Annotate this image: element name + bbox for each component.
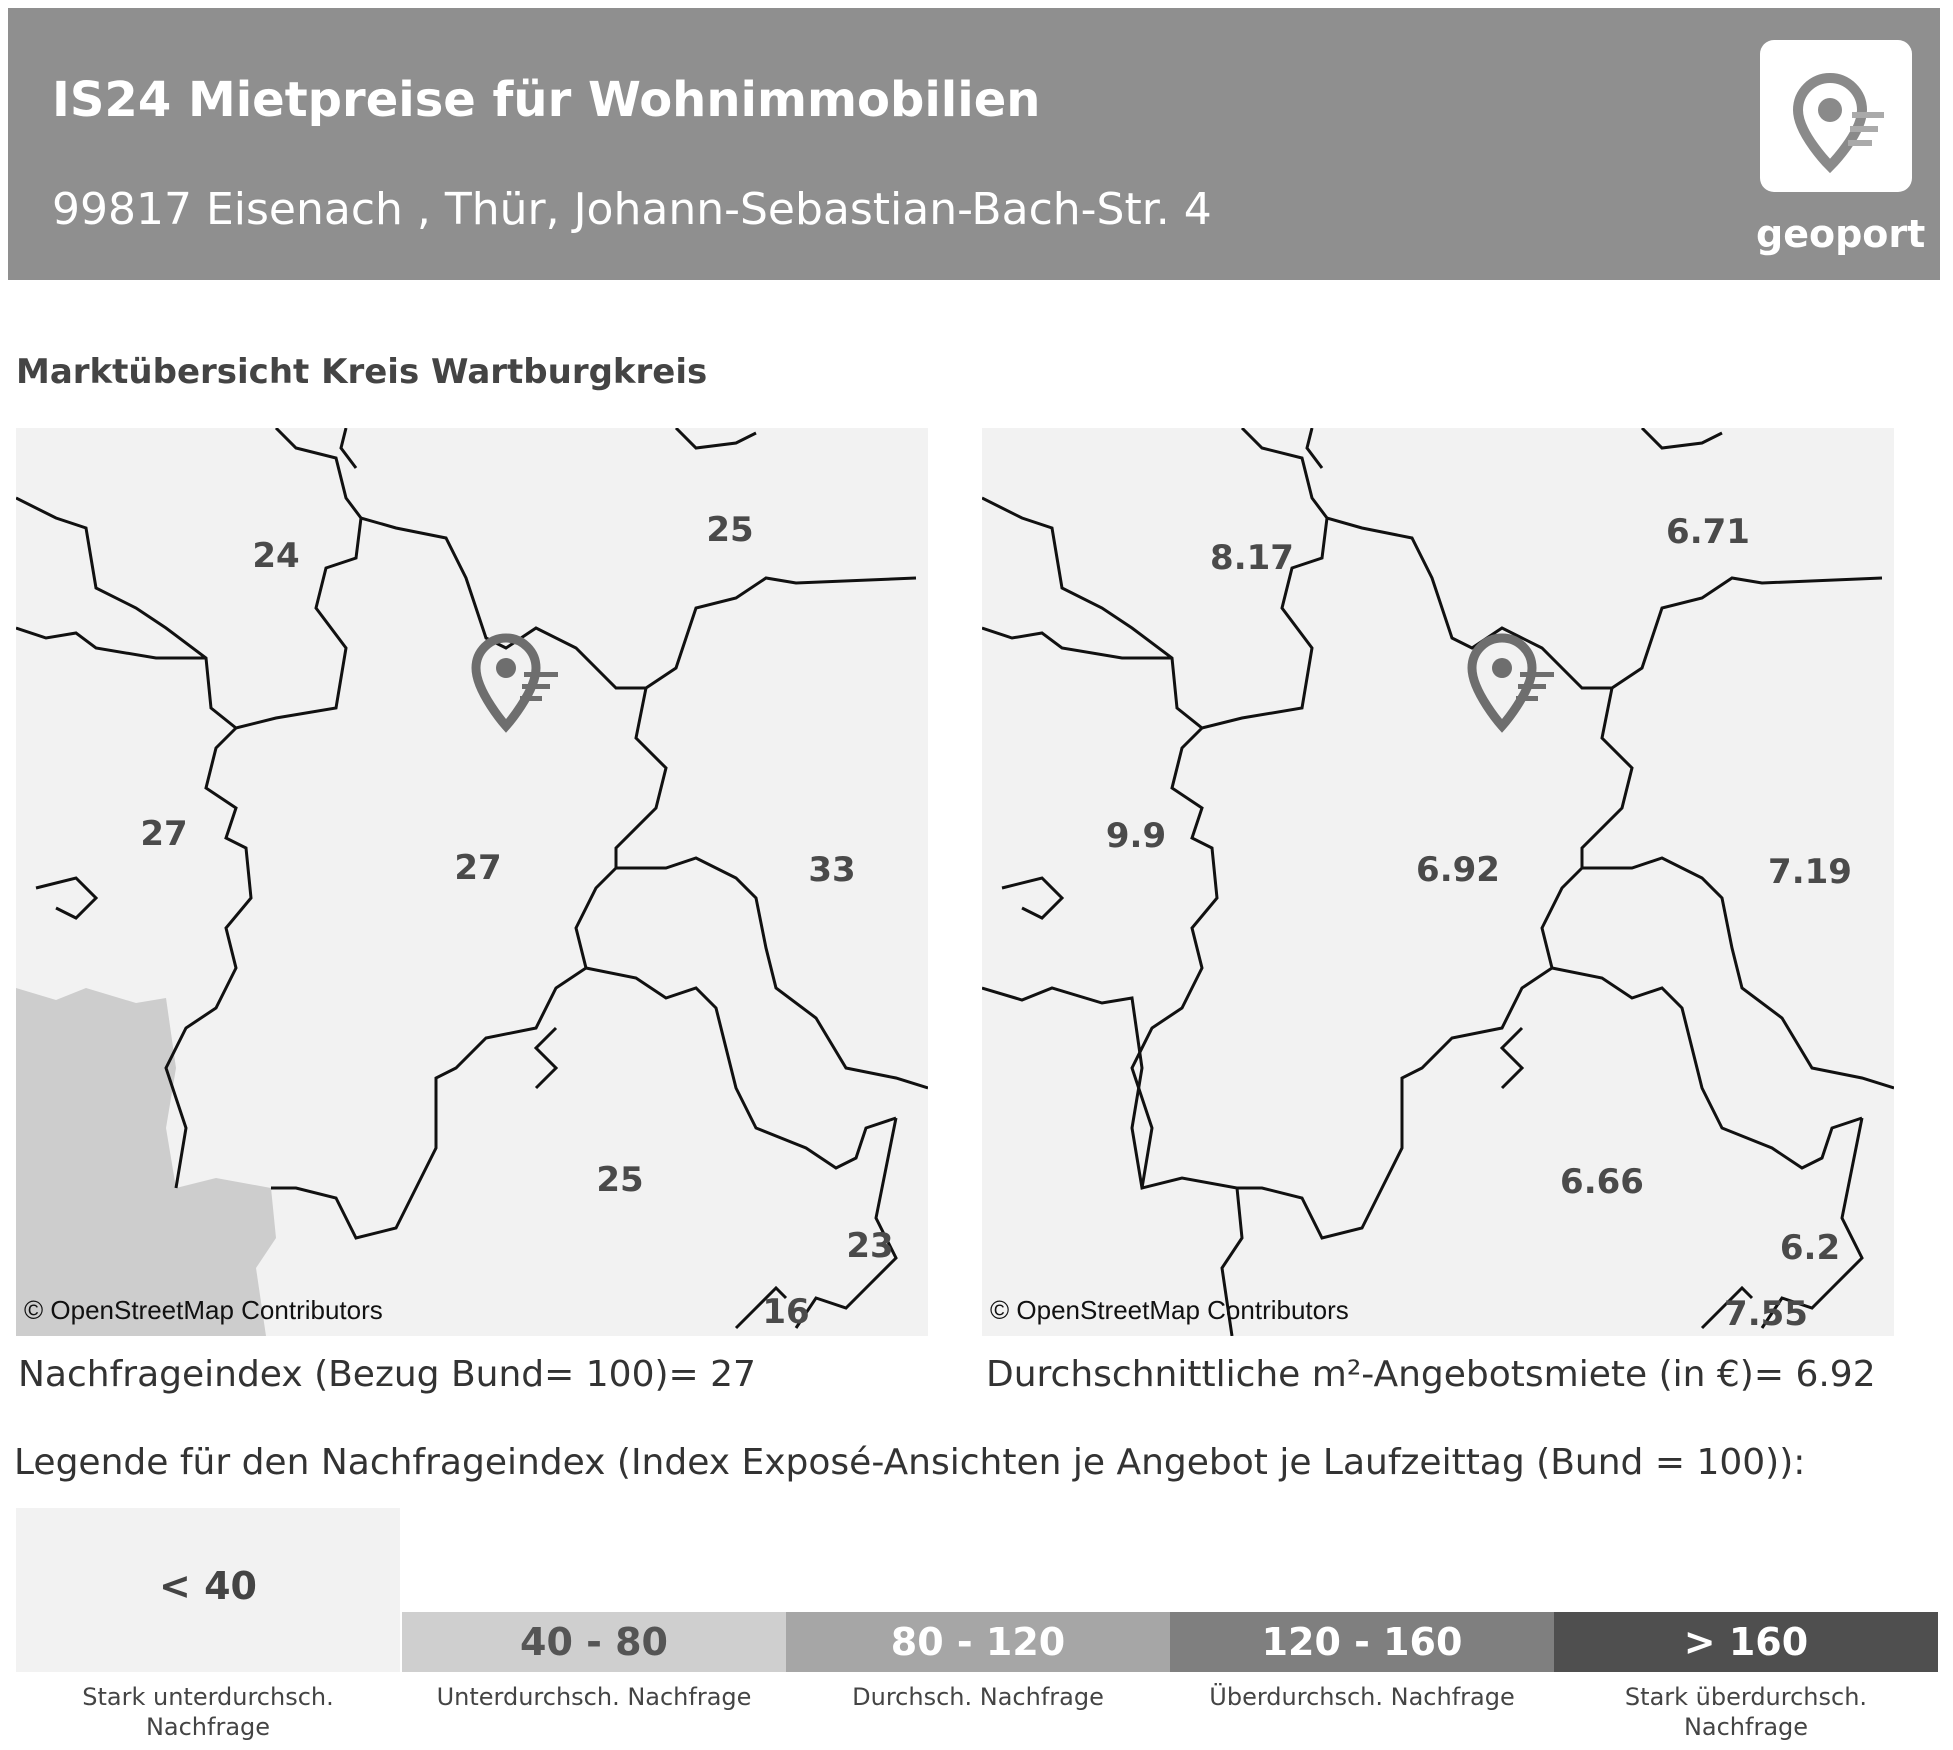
region-value: 9.9: [1105, 816, 1167, 856]
legend-title: Legende für den Nachfrageindex (Index Exposé-Ansichten je Angebot je Laufzeittag (Bund = 100)):: [14, 1442, 1806, 1483]
legend-swatch-80-120: [786, 1612, 1170, 1672]
legend-range: 120 - 160: [1261, 1620, 1463, 1664]
region-value: 7.55: [1724, 1294, 1808, 1334]
region-value: 8.17: [1210, 538, 1294, 578]
rent-price-map: [982, 428, 1894, 1336]
region-value: 16: [762, 1292, 810, 1332]
legend-label: [1554, 1682, 1938, 1742]
legend-range: 80 - 120: [890, 1620, 1066, 1664]
location-pin-icon: [476, 638, 558, 726]
osm-attribution: © OpenStreetMap Contributors: [990, 1295, 1349, 1325]
legend-label: [786, 1682, 1170, 1712]
legend-range: < 40: [159, 1564, 257, 1608]
region-value: 27: [140, 814, 188, 854]
legend-label-line: Stark unterdurchsch.: [82, 1683, 334, 1711]
legend-range: 40 - 80: [520, 1620, 668, 1664]
demand-index-caption: Nachfrageindex (Bezug Bund= 100)= 27: [18, 1354, 756, 1395]
legend-label: [1170, 1682, 1554, 1712]
region-value: 24: [252, 536, 300, 576]
legend-label: [402, 1682, 786, 1712]
region-value: 33: [808, 850, 856, 890]
legend-swatch-below-40: [16, 1508, 400, 1672]
legend-swatch-above-160: [1554, 1612, 1938, 1672]
region-value: 23: [846, 1226, 894, 1266]
region-value: 25: [706, 510, 754, 550]
legend-swatch-120-160: [1170, 1612, 1554, 1672]
region-value: 6.92: [1416, 850, 1500, 890]
geoport-logo: [1760, 40, 1912, 192]
legend-label-line: Stark überdurchsch.: [1624, 1683, 1868, 1711]
region-value: 6.66: [1560, 1162, 1644, 1202]
region-value: 25: [596, 1160, 644, 1200]
location-pin-icon: [1760, 40, 1912, 192]
address-line: 99817 Eisenach , Thür, Johann-Sebastian-Bach-Str. 4: [52, 184, 1212, 235]
page-title: IS24 Mietpreise für Wohnimmobilien: [52, 72, 1041, 128]
header-banner: [8, 8, 1940, 280]
region-value: 27: [454, 848, 502, 888]
region-value: 6.2: [1779, 1228, 1841, 1268]
legend-swatch-40-80: [402, 1612, 786, 1672]
osm-attribution: © OpenStreetMap Contributors: [24, 1295, 383, 1325]
legend-label: [16, 1682, 400, 1742]
legend-label-line: Nachfrage: [1683, 1713, 1809, 1741]
legend-range: > 160: [1683, 1620, 1809, 1664]
region-value: 7.19: [1768, 852, 1852, 892]
rent-price-caption: Durchschnittliche m²-Angebotsmiete (in €)= 6.92: [986, 1354, 1876, 1395]
legend-label-line: Überdurchsch. Nachfrage: [1209, 1683, 1515, 1711]
legend-label-line: Durchsch. Nachfrage: [852, 1683, 1104, 1711]
region-value: 6.71: [1666, 512, 1750, 552]
legend-label-line: Unterdurchsch. Nachfrage: [436, 1683, 752, 1711]
logo-text: geoport: [1756, 212, 1926, 256]
demand-index-map: [16, 428, 928, 1336]
location-pin-icon: [1472, 638, 1554, 726]
section-title: Marktübersicht Kreis Wartburgkreis: [16, 352, 708, 392]
legend-label-line: Nachfrage: [145, 1713, 271, 1741]
